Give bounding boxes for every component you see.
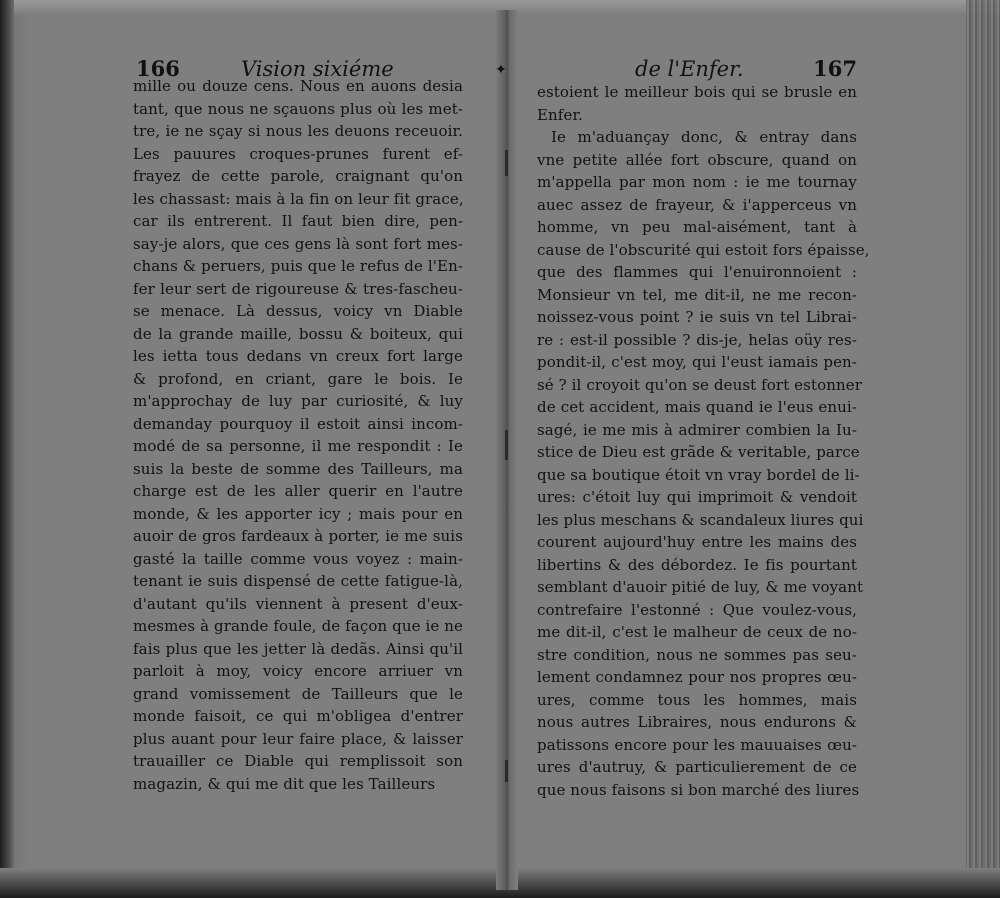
left-page-text	[133, 75, 463, 795]
text-line: semblant d'auoir pitié de luy, & me voyant	[537, 578, 864, 596]
right-running-head	[537, 54, 857, 84]
text-line: suis la beste de somme des Tailleurs, ma	[133, 459, 463, 478]
text-line: auoir de gros fardeaux à porter, ie me suis	[133, 527, 463, 545]
text-line: grand vomissement de Tailleurs que le	[133, 684, 463, 703]
right-page	[537, 54, 870, 801]
text-line: fer leur sert de rigoureuse & tres-fascheu-	[133, 279, 463, 298]
left-running-title: Vision sixiéme	[241, 57, 394, 81]
text-line: vne petite allée fort obscure, quand on	[537, 150, 857, 169]
text-line: fais plus que les jetter là dedãs. Ainsi qu'il	[133, 639, 463, 658]
text-line: cause de l'obscurité qui estoit fors épaisse,	[537, 240, 870, 259]
text-line: mesmes à grande foule, de façon que ie ne	[133, 617, 463, 635]
text-line: gasté la taille comme vous voyez : main-	[133, 549, 463, 568]
right-page-text	[537, 81, 870, 801]
text-line: say-je alors, que ces gens là sont fort mes-	[133, 234, 463, 253]
text-line: se menace. Là dessus, voicy vn Diable	[133, 302, 463, 320]
text-line: que des flammes qui l'enuironnoient :	[537, 263, 857, 281]
text-line: libertins & des débordez. Ie fis pourtant	[537, 555, 857, 574]
right-page-number: 167	[813, 56, 857, 81]
text-line: lement condamnez pour nos propres œu-	[537, 668, 857, 686]
text-line: les chassast: mais à la fin on leur fit grace,	[133, 189, 464, 208]
text-line: tre, ie ne sçay si nous les deuons receuoir.	[133, 122, 463, 140]
text-line: auec assez de frayeur, & i'apperceus vn	[537, 195, 857, 214]
gutter-stitch	[505, 150, 508, 176]
page-stack-right-edge	[966, 0, 1000, 898]
left-running-head	[133, 54, 463, 84]
text-line: patissons encore pour les mauuaises œu-	[537, 735, 857, 754]
text-line: contrefaire l'estonné : Que voulez-vous,	[537, 600, 857, 619]
text-line: stice de Dieu est grãde & veritable, parce	[537, 443, 860, 461]
text-line: charge est de les aller querir en l'autre	[133, 482, 463, 500]
text-line: demanday pourquoy il estoit ainsi incom-	[133, 414, 463, 433]
text-line: d'autant qu'ils viennent à present d'eux-	[133, 594, 463, 613]
text-line: & profond, en criant, gare le bois. Ie	[133, 369, 463, 388]
text-line: Enfer.	[537, 105, 583, 124]
text-line: car ils entrerent. Il faut bien dire, pen-	[133, 212, 463, 230]
left-page	[133, 54, 463, 795]
text-line: de cet accident, mais quand ie l'eus enui-	[537, 398, 857, 416]
text-line: stre condition, nous ne sommes pas seu-	[537, 645, 857, 664]
text-line: chans & peruers, puis que le refus de l'En-	[133, 257, 463, 275]
text-line: magazin, & qui me dit que les Tailleurs	[133, 774, 436, 793]
text-line: Ie m'aduançay donc, & entray dans	[551, 128, 857, 146]
text-line: nous autres Libraires, nous endurons &	[537, 713, 857, 731]
text-line: ures, comme tous les hommes, mais	[537, 690, 857, 709]
gutter-stitch	[505, 760, 508, 782]
text-line: m'appella par mon nom : ie me tournay	[537, 173, 857, 191]
cover-left-edge	[0, 0, 14, 898]
text-line: monde faisoit, ce qui m'obligea d'entrer	[133, 707, 463, 725]
text-line: de la grande maille, bossu & boiteux, qui	[133, 324, 463, 343]
text-line: ures: c'étoit luy qui imprimoit & vendoit	[537, 488, 857, 506]
text-line: trauailler ce Diable qui remplissoit son	[133, 752, 463, 770]
gutter-ornament: ✦	[495, 62, 507, 78]
text-line: que nous faisons si bon marché des liures	[537, 780, 860, 799]
gutter-stitch	[505, 430, 508, 460]
text-line: Monsieur vn tel, me dit-il, ne me recon-	[537, 285, 857, 304]
text-line: re : est-il possible ? dis-je, helas oüy res-	[537, 330, 857, 349]
text-line: me dit-il, c'est le malheur de ceux de no-	[537, 623, 857, 641]
text-line: parloit à moy, voicy encore arriuer vn	[133, 662, 463, 680]
text-line: tant, que nous ne sçauons plus où les met-	[133, 99, 463, 118]
text-line: tenant ie suis dispensé de cette fatigue-là,	[133, 572, 463, 590]
text-line: ures d'autruy, & particulierement de ce	[537, 758, 857, 776]
text-line: Les pauures croques-prunes furent ef-	[133, 144, 463, 163]
text-line: sagé, ie me mis à admirer combien la Iu-	[537, 420, 857, 439]
text-line: monde, & les apporter icy ; mais pour en	[133, 504, 463, 523]
text-line: pondit-il, c'est moy, qui l'eust iamais pen-	[537, 353, 857, 371]
text-line: les ietta tous dedans vn creux fort large	[133, 347, 463, 365]
text-line: sé ? il croyoit qu'on se deust fort estonner	[537, 375, 862, 394]
text-line: les plus meschans & scandaleux liures qui	[537, 510, 864, 529]
text-line: estoient le meilleur bois qui se brusle en	[537, 83, 857, 101]
text-line: frayez de cette parole, craignant qu'on	[133, 167, 463, 185]
text-line: noissez-vous point ? ie suis vn tel Librai-	[537, 308, 857, 326]
text-line: modé de sa personne, il me respondit : Ie	[133, 437, 463, 455]
left-page-number: 166	[136, 56, 180, 81]
text-line: plus auant pour leur faire place, & laisser	[133, 729, 463, 748]
text-line: m'approchay de luy par curiosité, & luy	[133, 392, 463, 410]
text-line: que sa boutique étoit vn vray bordel de li-	[537, 465, 860, 484]
right-running-title: de l'Enfer.	[635, 57, 744, 81]
text-line: courent aujourd'huy entre les mains des	[537, 533, 857, 551]
text-line: homme, vn peu mal-aisément, tant à	[537, 218, 857, 236]
text-line: mille ou douze cens. Nous en auons desia	[133, 77, 463, 95]
